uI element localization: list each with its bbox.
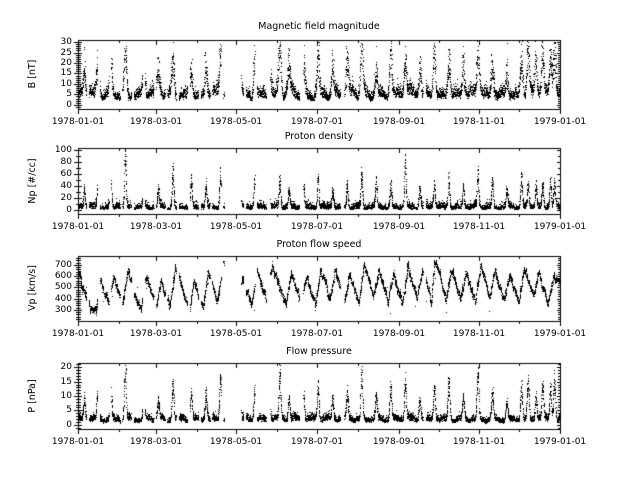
x-tick-label: 1978-07-01 <box>290 329 344 339</box>
y-tick-label: 25 <box>60 48 72 58</box>
x-tick-label: 1978-05-01 <box>209 222 263 232</box>
y-tick-label: 15 <box>60 68 72 78</box>
y-axis-label-p: P [nPa] <box>27 379 38 413</box>
y-tick-label: 20 <box>60 362 72 372</box>
x-tick-label: 1978-11-01 <box>452 117 506 127</box>
y-tick-label: 20 <box>60 58 72 68</box>
y-tick-label: 5 <box>66 405 72 415</box>
x-tick-label: 1979-01-01 <box>533 222 587 232</box>
y-tick-label: 30 <box>60 37 72 47</box>
panel-title-flow-pressure: Flow pressure <box>286 346 352 357</box>
y-tick-label: 0 <box>66 100 72 110</box>
x-tick-label: 1979-01-01 <box>533 117 587 127</box>
x-tick-label: 1978-07-01 <box>290 437 344 447</box>
x-tick-label: 1978-03-01 <box>129 222 183 232</box>
x-tick-label: 1978-11-01 <box>452 329 506 339</box>
y-tick-label: 20 <box>60 193 72 203</box>
panel-title-magnetic-field: Magnetic field magnitude <box>258 21 380 32</box>
y-tick-label: 400 <box>54 294 72 304</box>
x-tick-label: 1978-03-01 <box>129 437 183 447</box>
x-tick-label: 1978-07-01 <box>290 222 344 232</box>
y-axis-label-b: B [nT] <box>27 59 38 89</box>
x-tick-label: 1978-09-01 <box>372 437 426 447</box>
x-tick-label: 1978-05-01 <box>209 329 263 339</box>
x-tick-label: 1978-01-01 <box>51 329 105 339</box>
x-tick-label: 1979-01-01 <box>533 437 587 447</box>
y-tick-label: 0 <box>66 205 72 215</box>
y-tick-label: 10 <box>60 79 72 89</box>
x-tick-label: 1978-09-01 <box>372 117 426 127</box>
x-tick-label: 1978-11-01 <box>452 437 506 447</box>
y-tick-label: 500 <box>54 282 72 292</box>
y-tick-label: 100 <box>54 145 72 155</box>
y-tick-label: 5 <box>66 89 72 99</box>
y-tick-label: 10 <box>60 391 72 401</box>
x-tick-label: 1978-01-01 <box>51 117 105 127</box>
y-tick-label: 0 <box>66 420 72 430</box>
y-tick-label: 15 <box>60 377 72 387</box>
y-tick-label: 40 <box>60 181 72 191</box>
x-tick-label: 1978-11-01 <box>452 222 506 232</box>
panel-title-proton-density: Proton density <box>284 131 354 142</box>
panel-title-proton-flow-speed: Proton flow speed <box>276 239 362 250</box>
y-tick-label: 600 <box>54 271 72 281</box>
x-tick-label: 1978-05-01 <box>209 117 263 127</box>
x-tick-label: 1978-05-01 <box>209 437 263 447</box>
x-tick-label: 1978-03-01 <box>129 329 183 339</box>
y-axis-label-np: Np [#/cc] <box>27 158 38 204</box>
x-tick-label: 1978-09-01 <box>372 222 426 232</box>
x-tick-label: 1978-03-01 <box>129 117 183 127</box>
y-axis-label-vp: Vp [km/s] <box>27 265 38 311</box>
y-tick-label: 80 <box>60 157 72 167</box>
y-tick-label: 700 <box>54 260 72 270</box>
x-tick-label: 1978-09-01 <box>372 329 426 339</box>
y-tick-label: 300 <box>54 305 72 315</box>
x-tick-label: 1978-01-01 <box>51 437 105 447</box>
x-tick-label: 1978-07-01 <box>290 117 344 127</box>
x-tick-label: 1978-01-01 <box>51 222 105 232</box>
x-tick-label: 1979-01-01 <box>533 329 587 339</box>
y-tick-label: 60 <box>60 169 72 179</box>
